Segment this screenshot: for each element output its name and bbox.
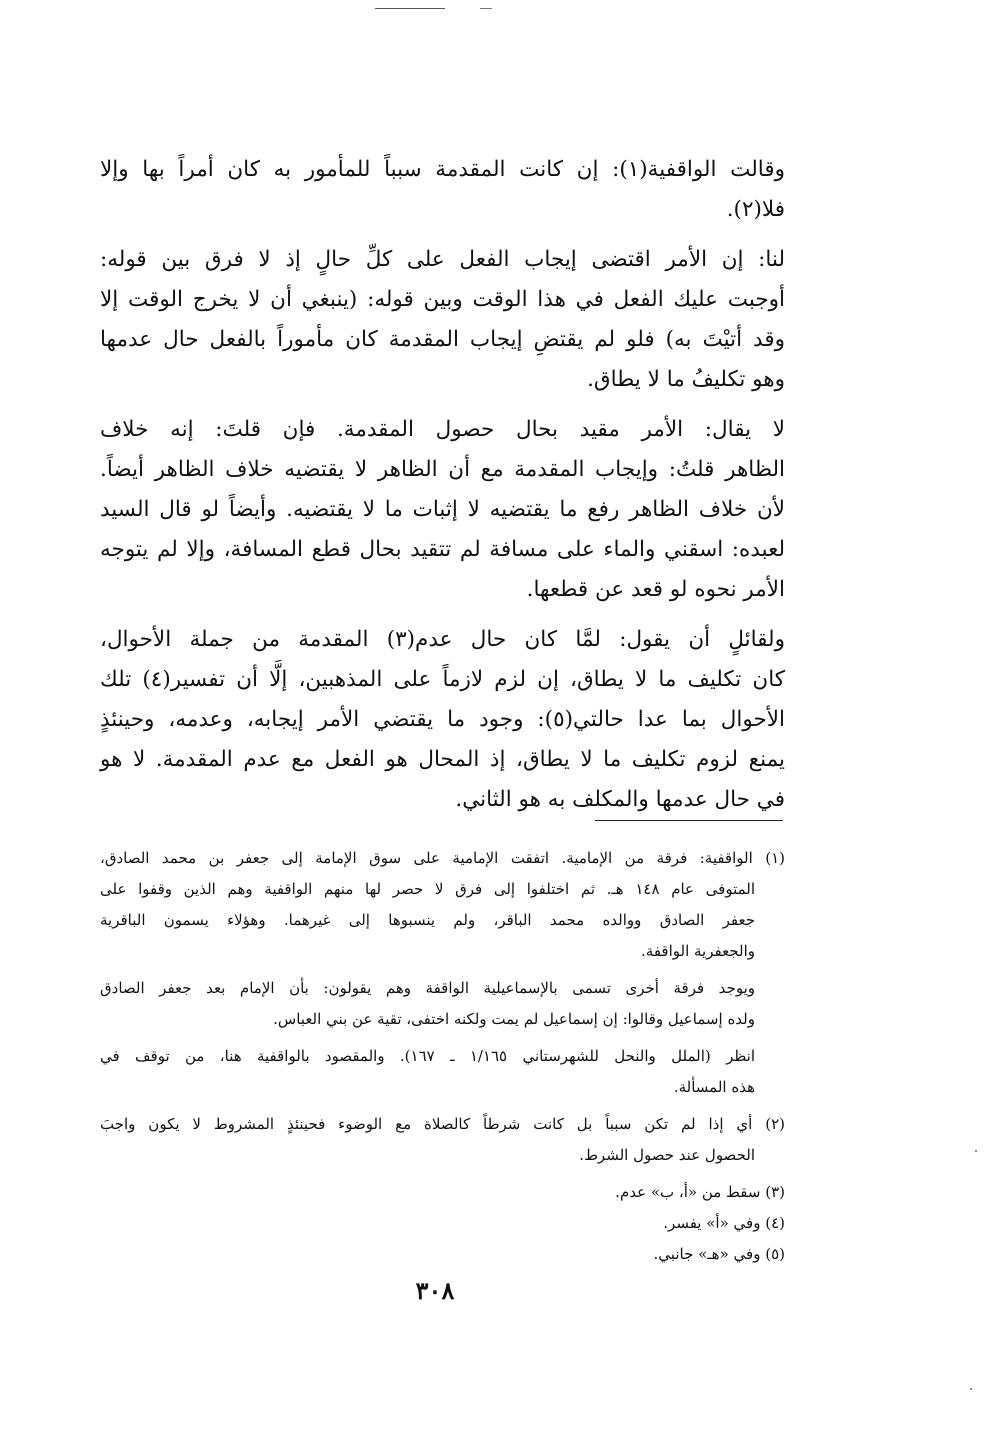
header-mark <box>480 8 492 9</box>
footnote-line: والجعفرية الواقفة. <box>641 942 755 960</box>
footnote-line: الحصول عند حصول الشرط. <box>579 1146 755 1164</box>
footnote-line: (٢) أي إذا لم تكن سبباً بل كانت شرطاً كالصلاة مع الوضوء فحينئذٍ المشروط لا يكون واجبَ <box>100 1115 785 1133</box>
footnote-line: ولده إسماعيل وقالوا: إن إسماعيل لم يمت ولكنه اختفى، تقية عن بني العباس. <box>273 1010 755 1028</box>
scan-speck <box>970 1388 972 1390</box>
footnote <box>100 1109 785 1171</box>
header-rule <box>375 8 445 9</box>
footnote-line: (٣) سقط من «أ، ب» عدم. <box>615 1183 785 1201</box>
text-line: فلا(٢). <box>726 197 785 222</box>
footnote-line: المتوفى عام ١٤٨ هـ. ثم اختلفوا إلى فرق لا حصر لها منهم الواقفية وهم الذين وقفوا على <box>100 880 756 898</box>
footnote <box>100 1041 785 1103</box>
text-line: الظاهر قلتُ: وإيجاب المقدمة مع أن الظاهر لا يقتضيه خلاف الظاهر أيضاً. <box>100 457 785 482</box>
footnote <box>100 1177 785 1208</box>
footnote-line: (٥) وفي «هـ» جانبي. <box>653 1245 785 1263</box>
text-line: لنا: إن الأمر اقتضى إيجاب الفعل على كلِّ حالٍ إذ لا فرق بين قوله: <box>100 247 785 272</box>
footnote-line: (١) الواقفية: فرقة من الإمامية. اتفقت الإمامية على سوق الإمامة إلى جعفر بن محمد الصادق، <box>100 849 785 867</box>
footnotes <box>100 843 785 1270</box>
text-line: لأن خلاف الظاهر رفع ما يقتضيه لا إثبات ما لا يقتضيه. وأيضاً لو قال السيد <box>100 497 785 522</box>
paragraph <box>100 240 785 400</box>
footnote <box>100 843 785 967</box>
text-line: كان تكليف ما لا يطاق، إن لزم لازماً على المذهبين، إلَّا أن تفسير(٤) تلك <box>100 667 785 692</box>
text-line: أوجبت عليك الفعل في هذا الوقت وبين قوله: (ينبغي أن لا يخرج الوقت إلا <box>100 287 785 312</box>
text-line: الأمر نحوه لو قعد عن قطعها. <box>526 577 785 602</box>
footnote-separator <box>595 820 783 821</box>
footnote-line: انظر (الملل والنحل للشهرستاني ١/١٦٥ ـ ١٦٧). والمقصود بالواقفية هنا، من توقف في <box>100 1047 755 1065</box>
paragraph <box>100 620 785 820</box>
footnote-line: هذه المسألة. <box>673 1078 755 1096</box>
footnote <box>100 1208 785 1239</box>
text-line: يمنع لزوم تكليف ما لا يطاق، إذ المحال هو الفعل مع عدم المقدمة. لا هو <box>100 747 785 772</box>
text-line: وقالت الواقفية(١): إن كانت المقدمة سبباً للمأمور به كان أمراً بها وإلا <box>100 157 785 182</box>
text-line: لعبده: اسقني والماء على مسافة لم تتقيد بحال قطع المسافة، وإلا لم يتوجه <box>100 537 785 562</box>
text-line: في حال عدمها والمكلف به هو الثاني. <box>455 787 785 812</box>
page-number: ٣٠٨ <box>415 1276 455 1305</box>
text-line: وقد أتيْتَ به) فلو لم يقتضِ إيجاب المقدمة كان مأموراً بالفعل حال عدمها <box>100 327 785 352</box>
main-text <box>100 150 785 830</box>
text-line: ولقائلٍ أن يقول: لمَّا كان حال عدم(٣) المقدمة من جملة الأحوال، <box>100 627 785 652</box>
text-line: لا يقال: الأمر مقيد بحال حصول المقدمة. فإن قلتَ: إنه خلاف <box>100 417 785 442</box>
text-line: وهو تكليفُ ما لا يطاق. <box>587 367 785 392</box>
footnote <box>100 973 785 1035</box>
footnote-line: (٤) وفي «أ» يفسر. <box>663 1214 785 1232</box>
paragraph <box>100 150 785 230</box>
footnote <box>100 1239 785 1270</box>
text-line: الأحوال بما عدا حالتي(٥): وجود ما يقتضي الأمر إيجابه، وعدمه، وحينئذٍ <box>100 707 785 732</box>
footnote-line: جعفر الصادق ووالده محمد الباقر، ولم ينسبوها إلى غيرهما. وهؤلاء يسمون الباقرية <box>100 911 755 929</box>
paragraph <box>100 410 785 610</box>
footnote-line: ويوجد فرقة أخرى تسمى بالإسماعيلية الواقفة وهم يقولون: بأن الإمام بعد جعفر الصادق <box>100 979 755 997</box>
scan-speck <box>975 1150 977 1152</box>
